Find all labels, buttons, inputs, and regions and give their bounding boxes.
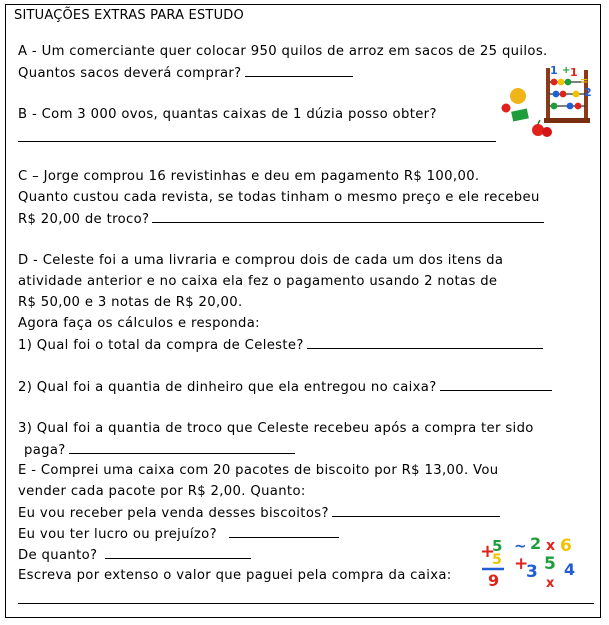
- question-c-line-1: C – Jorge comprou 16 revistinhas e deu em pagamento R$ 100,00.: [18, 169, 480, 184]
- svg-text:2: 2: [584, 86, 592, 99]
- svg-text:+: +: [514, 554, 529, 574]
- question-e-3: De quanto?: [18, 546, 251, 564]
- svg-text:1: 1: [570, 66, 578, 79]
- question-a-line-1: A - Um comerciante quer colocar 950 quilos de arroz em sacos de 25 quilos.: [18, 44, 548, 59]
- answer-blank-d3[interactable]: [69, 441, 295, 454]
- svg-text:2: 2: [530, 534, 542, 553]
- question-d-line-3: R$ 50,00 e 3 notas de R$ 20,00.: [18, 295, 243, 310]
- answer-blank-a[interactable]: [245, 64, 353, 77]
- svg-text:1: 1: [550, 64, 558, 77]
- question-a-line-2: Quantos sacos deverá comprar?: [18, 64, 353, 82]
- question-c-line-3: R$ 20,00 de troco?: [18, 210, 544, 228]
- answer-line-b[interactable]: [18, 141, 496, 142]
- question-e-line-2: vender cada pacote por R$ 2,00. Quanto:: [18, 484, 306, 499]
- question-b-line-1: B - Com 3 000 ovos, quantas caixas de 1 dúzia posso obter?: [18, 107, 437, 122]
- svg-text:3: 3: [526, 562, 538, 582]
- question-d-line-2: atividade anterior e no caixa ela fez o pagamento usando 2 notas de: [18, 274, 498, 289]
- question-c-line-2: Quanto custou cada revista, se todas tinham o mesmo preço e ele recebeu: [18, 190, 540, 205]
- answer-blank-e1[interactable]: [332, 504, 500, 517]
- colorful-numbers-clipart-icon: [474, 531, 586, 591]
- question-d-line-4: Agora faça os cálculos e responda:: [18, 316, 260, 331]
- question-e-line-1: E - Comprei uma caixa com 20 pacotes de biscoito por R$ 13,00. Vou: [18, 463, 499, 478]
- answer-blank-e2[interactable]: [229, 525, 339, 538]
- question-d-3-line-2: paga?: [24, 441, 295, 459]
- question-d-line-1: D - Celeste foi a uma livraria e comprou dois de cada um dos itens da: [18, 253, 504, 268]
- question-d-1: 1) Qual foi o total da compra de Celeste?: [18, 336, 543, 354]
- svg-text:x: x: [546, 538, 556, 554]
- svg-text:5: 5: [492, 537, 503, 555]
- svg-text:x: x: [546, 576, 555, 591]
- svg-text:5: 5: [492, 552, 502, 568]
- abacus-clipart-icon: [494, 62, 590, 142]
- answer-blank-c[interactable]: [152, 210, 544, 223]
- svg-text:+: +: [480, 541, 496, 562]
- answer-line-e4[interactable]: [18, 603, 594, 604]
- question-e-2: Eu vou ter lucro ou prejuízo?: [18, 525, 339, 543]
- question-e-4: Escreva por extenso o valor que paguei pela compra da caixa:: [18, 568, 452, 583]
- svg-text:4: 4: [564, 560, 576, 579]
- answer-blank-e3[interactable]: [105, 546, 251, 559]
- svg-text:5: 5: [544, 554, 556, 574]
- question-e-1: Eu vou receber pela venda desses biscoitos?: [18, 504, 500, 522]
- answer-blank-d2[interactable]: [440, 378, 552, 391]
- svg-text:9: 9: [488, 571, 500, 590]
- question-d-2: 2) Qual foi a quantia de dinheiro que ela entregou no caixa?: [18, 378, 552, 396]
- svg-text:=: =: [580, 76, 589, 87]
- question-d-3-line-1: 3) Qual foi a quantia de troco que Celeste recebeu após a compra ter sido: [18, 421, 534, 436]
- svg-text:~: ~: [514, 537, 527, 555]
- worksheet-title: SITUAÇÕES EXTRAS PARA ESTUDO: [14, 8, 244, 23]
- svg-text:+: +: [562, 65, 571, 76]
- svg-text:6: 6: [560, 536, 572, 556]
- answer-blank-d1[interactable]: [307, 336, 543, 349]
